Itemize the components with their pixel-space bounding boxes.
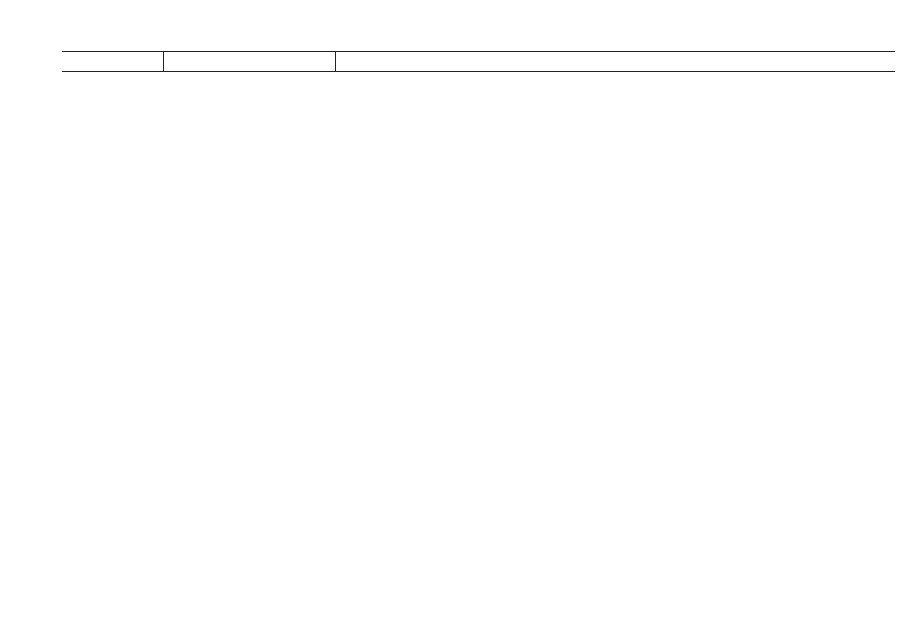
header-col-3 bbox=[335, 52, 895, 71]
header-col-2 bbox=[163, 52, 335, 71]
header-col-1 bbox=[62, 52, 163, 71]
table-header-row bbox=[62, 51, 895, 72]
document-table bbox=[62, 51, 895, 640]
row-gap bbox=[344, 73, 884, 101]
column-3-body bbox=[344, 73, 884, 101]
